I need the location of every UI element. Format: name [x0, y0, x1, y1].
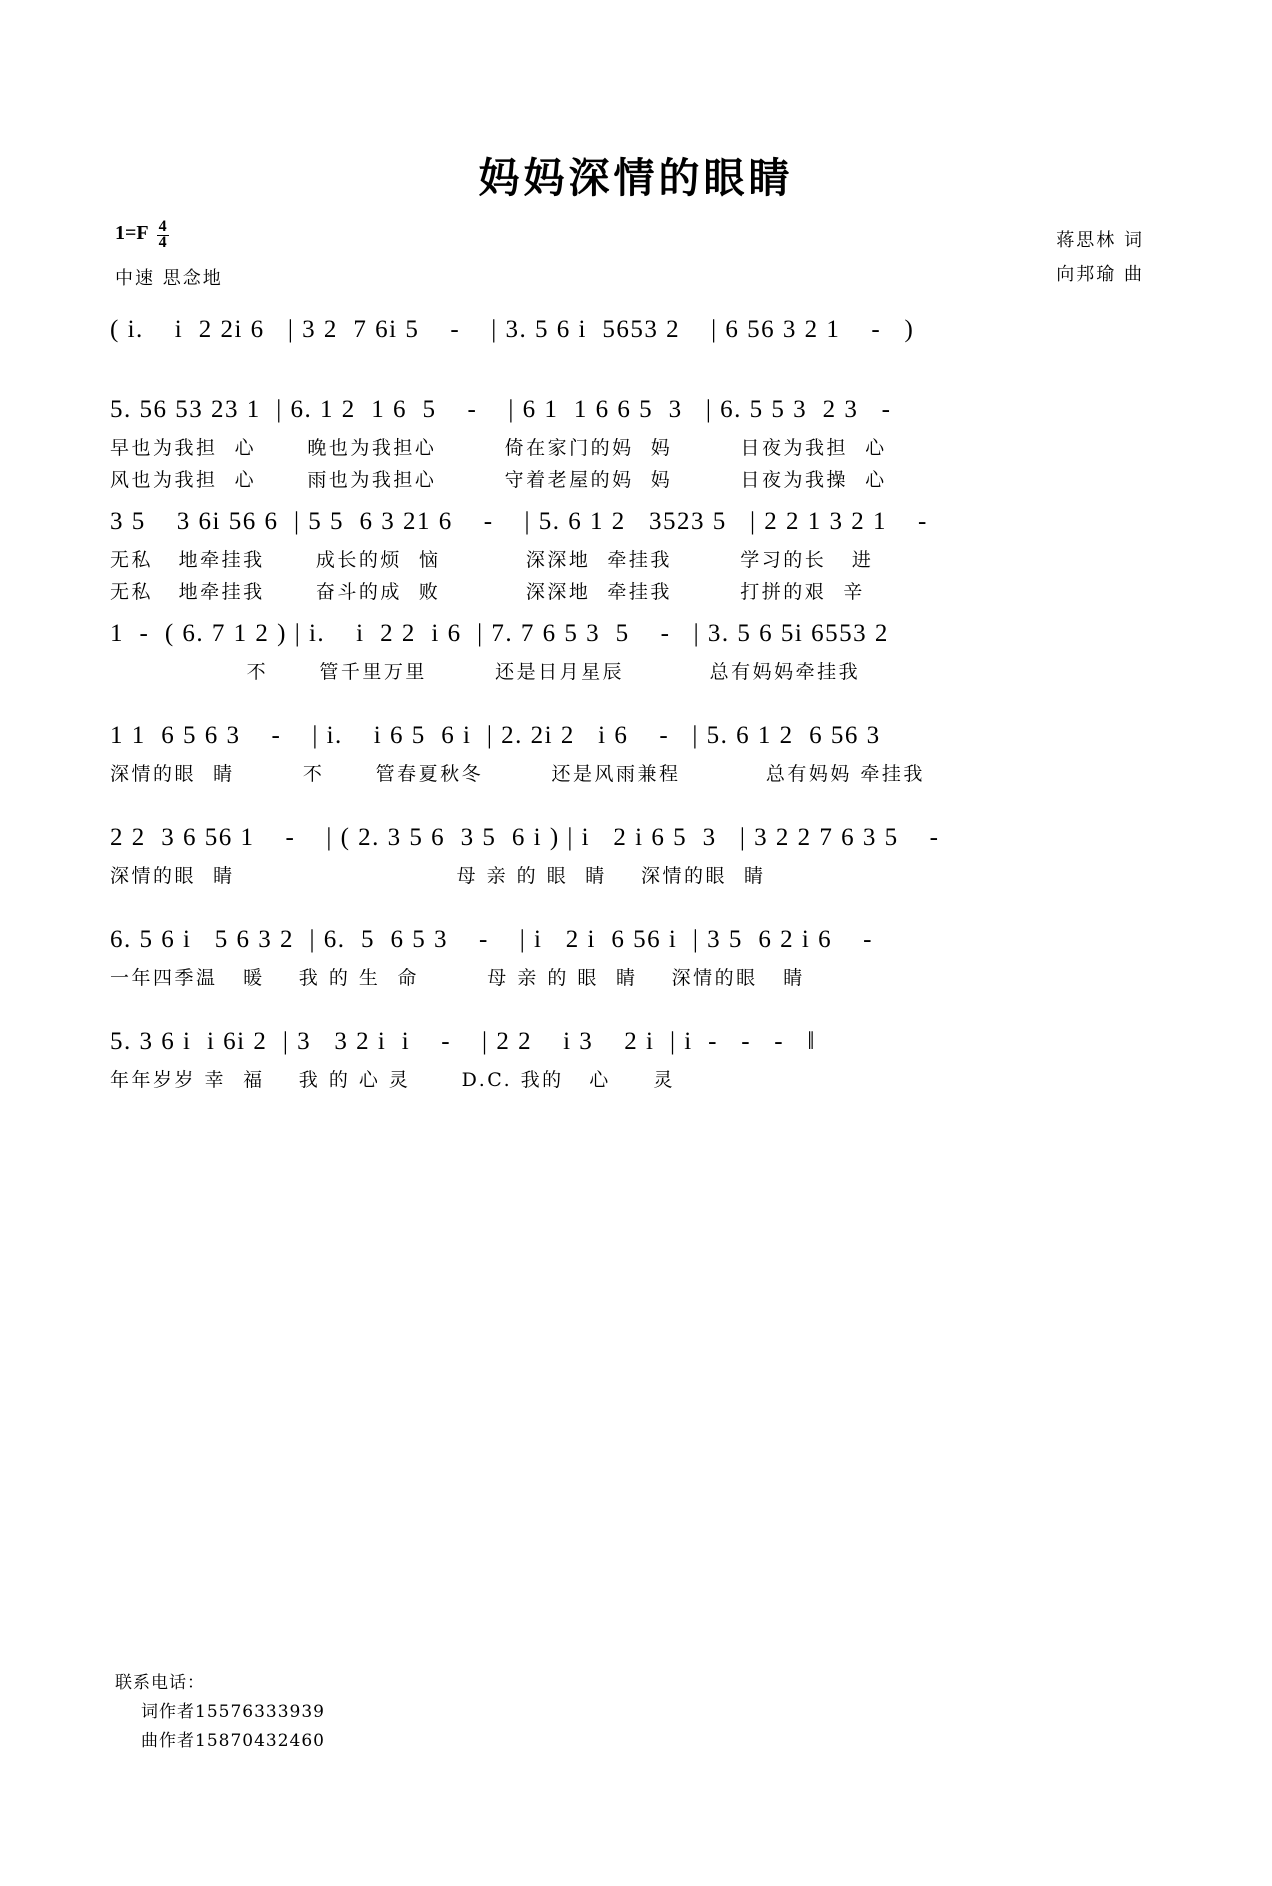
- system-spacer: [0, 896, 1272, 918]
- lyrics-line-2: 风也为我担 心 雨也为我担心 守着老屋的妈 妈 日夜为我操 心: [110, 469, 887, 491]
- lyrics-line-1: 无私 地牵挂我 成长的烦 恼 深深地 牵挂我 学习的长 进: [110, 549, 874, 571]
- system-spacer: [0, 794, 1272, 816]
- credits: [1056, 224, 1144, 292]
- system-3: [0, 500, 1272, 608]
- time-signature-numerator: 4: [158, 218, 167, 235]
- notation-line: 6. 5 6 i 5 6 3 2 | 6. 5 6 5 3 - | i 2 i 6 56 i | 3 5 6 2 i 6 -: [110, 926, 873, 953]
- notation-line: 2 2 3 6 56 1 - | ( 2. 3 5 6 3 5 6 i ) | i 2 i 6 5 3 | 3 2 2 7 6 3 5 -: [110, 824, 940, 851]
- music-systems: [0, 308, 1272, 1096]
- lyrics-line-1: 深情的眼 睛 不 管春夏秋冬 还是风雨兼程 总有妈妈 牵挂我: [110, 763, 925, 785]
- lyrics-line-1: 年年岁岁 幸 福 我 的 心 灵 D.C. 我的 心 灵: [110, 1069, 675, 1091]
- system-spacer: [0, 692, 1272, 714]
- lyricist-credit: 蒋思林 词: [1056, 230, 1144, 251]
- notation-line: 5. 56 53 23 1 | 6. 1 2 1 6 5 - | 6 1 1 6 6 5 3 | 6. 5 5 3 2 3 -: [110, 396, 892, 423]
- composer-credit: 向邦瑜 曲: [1056, 264, 1144, 286]
- system-1: [0, 308, 1272, 384]
- tempo-marking: 中速 思念地: [115, 268, 223, 290]
- system-spacer: [0, 998, 1272, 1020]
- composer-phone: 曲作者15870432460: [141, 1731, 325, 1752]
- lyricist-phone: 词作者15576333939: [141, 1702, 325, 1723]
- notation-line: 5. 3 6 i i 6i 2 | 3 3 2 i i - | 2 2 i 3 2 i | i - - - ‖: [110, 1028, 816, 1055]
- system-5: [0, 714, 1272, 790]
- system-7: [0, 918, 1272, 994]
- notation-line: 1 - ( 6. 7 1 2 ) | i. i 2 2 i 6 | 7. 7 6 5 3 5 - | 3. 5 6 5i 6553 2: [110, 620, 889, 647]
- key-signature: 1=F: [115, 222, 149, 244]
- key-and-meter: [115, 218, 223, 290]
- lyrics-line-1: 早也为我担 心 晚也为我担心 倚在家门的妈 妈 日夜为我担 心: [110, 437, 887, 459]
- system-8: [0, 1020, 1272, 1096]
- system-2: [0, 388, 1272, 496]
- lyrics-line-1: [110, 352, 1162, 384]
- lyrics-line-1: 一年四季温 暖 我 的 生 命 母 亲 的 眼 睛 深情的眼 睛: [110, 967, 805, 989]
- time-signature: [157, 220, 169, 250]
- page-title: 妈妈深情的眼睛: [478, 154, 794, 202]
- notation-line: 3 5 3 6i 56 6 | 5 5 6 3 21 6 - | 5. 6 1 2 3523 5 | 2 2 1 3 2 1 -: [110, 508, 928, 535]
- notation-line: 1 1 6 5 6 3 - | i. i 6 5 6 i | 2. 2i 2 i 6 - | 5. 6 1 2 6 56 3: [110, 722, 881, 749]
- contact-block: [115, 1669, 325, 1756]
- lyrics-line-1: 不 管千里万里 还是日月星辰 总有妈妈牵挂我: [110, 661, 861, 683]
- lyrics-line-2: 无私 地牵挂我 奋斗的成 败 深深地 牵挂我 打拼的艰 辛: [110, 581, 865, 603]
- system-6: [0, 816, 1272, 892]
- score-header: [0, 218, 1272, 302]
- system-4: [0, 612, 1272, 688]
- time-signature-denominator: 4: [158, 233, 167, 251]
- sheet-music-page: [0, 145, 1272, 1886]
- lyrics-line-1: 深情的眼 睛 母 亲 的 眼 睛 深情的眼 睛: [110, 865, 766, 887]
- contact-heading: 联系电话：: [115, 1673, 205, 1694]
- notation-line: ( i. i 2 2i 6 | 3 2 7 6i 5 - | 3. 5 6 i 5653 2 | 6 56 3 2 1 - ): [110, 316, 915, 343]
